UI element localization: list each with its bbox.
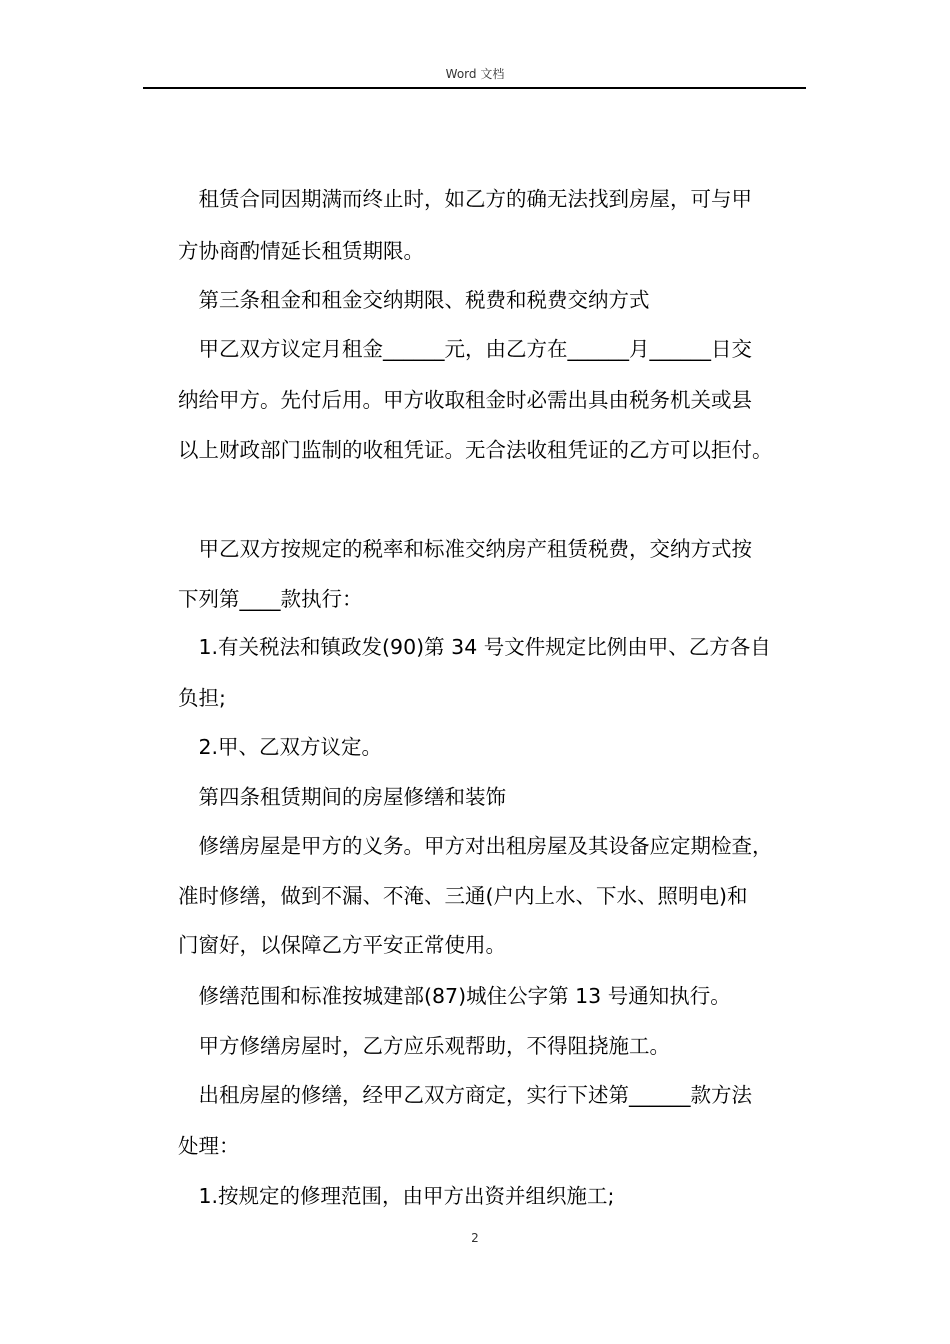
header-title: Word 文档 [445, 67, 505, 81]
body-line: 甲乙双方议定月租金______元，由乙方在______月______日交 [178, 337, 752, 361]
body-line: 甲方修缮房屋时，乙方应乐观帮助，不得阻挠施工。 [178, 1034, 670, 1058]
body-line: 修缮房屋是甲方的义务。甲方对出租房屋及其设备应定期检查， [178, 834, 773, 858]
body-line: 以上财政部门监制的收租凭证。无合法收租凭证的乙方可以拒付。 [178, 438, 773, 462]
list-item: 2.甲、乙双方议定。 [178, 735, 383, 759]
body-line: 处理： [178, 1134, 240, 1158]
page-number-label: 2 [471, 1231, 479, 1245]
body-line: 租赁合同因期满而终止时，如乙方的确无法找到房屋，可与甲 [178, 187, 752, 211]
body-line: 出租房屋的修缮，经甲乙双方商定，实行下述第______款方法 [178, 1083, 752, 1107]
page-number [0, 1230, 950, 1246]
list-item: 1.有关税法和镇政发(90)第 34 号文件规定比例由甲、乙方各自 [178, 635, 771, 659]
body-line: 下列第____款执行： [178, 587, 363, 611]
section-heading: 第三条租金和租金交纳期限、税费和税费交纳方式 [178, 288, 650, 312]
list-item: 1.按规定的修理范围，由甲方出资并组织施工; [178, 1184, 615, 1208]
body-line: 修缮范围和标准按城建部(87)城住公字第 13 号通知执行。 [178, 984, 731, 1008]
body-line: 准时修缮，做到不漏、不淹、三通(户内上水、下水、照明电)和 [178, 884, 748, 908]
list-item: 负担; [178, 686, 226, 710]
body-line: 纳给甲方。先付后用。甲方收取租金时必需出具由税务机关或县 [178, 388, 752, 412]
section-heading: 第四条租赁期间的房屋修缮和装饰 [178, 785, 506, 809]
body-line: 方协商酌情延长租赁期限。 [178, 239, 424, 263]
body-line: 门窗好，以保障乙方平安正常使用。 [178, 933, 506, 957]
body-line: 甲乙双方按规定的税率和标准交纳房产租赁税费，交纳方式按 [178, 537, 752, 561]
page-header [0, 66, 950, 82]
header-rule [143, 87, 806, 89]
